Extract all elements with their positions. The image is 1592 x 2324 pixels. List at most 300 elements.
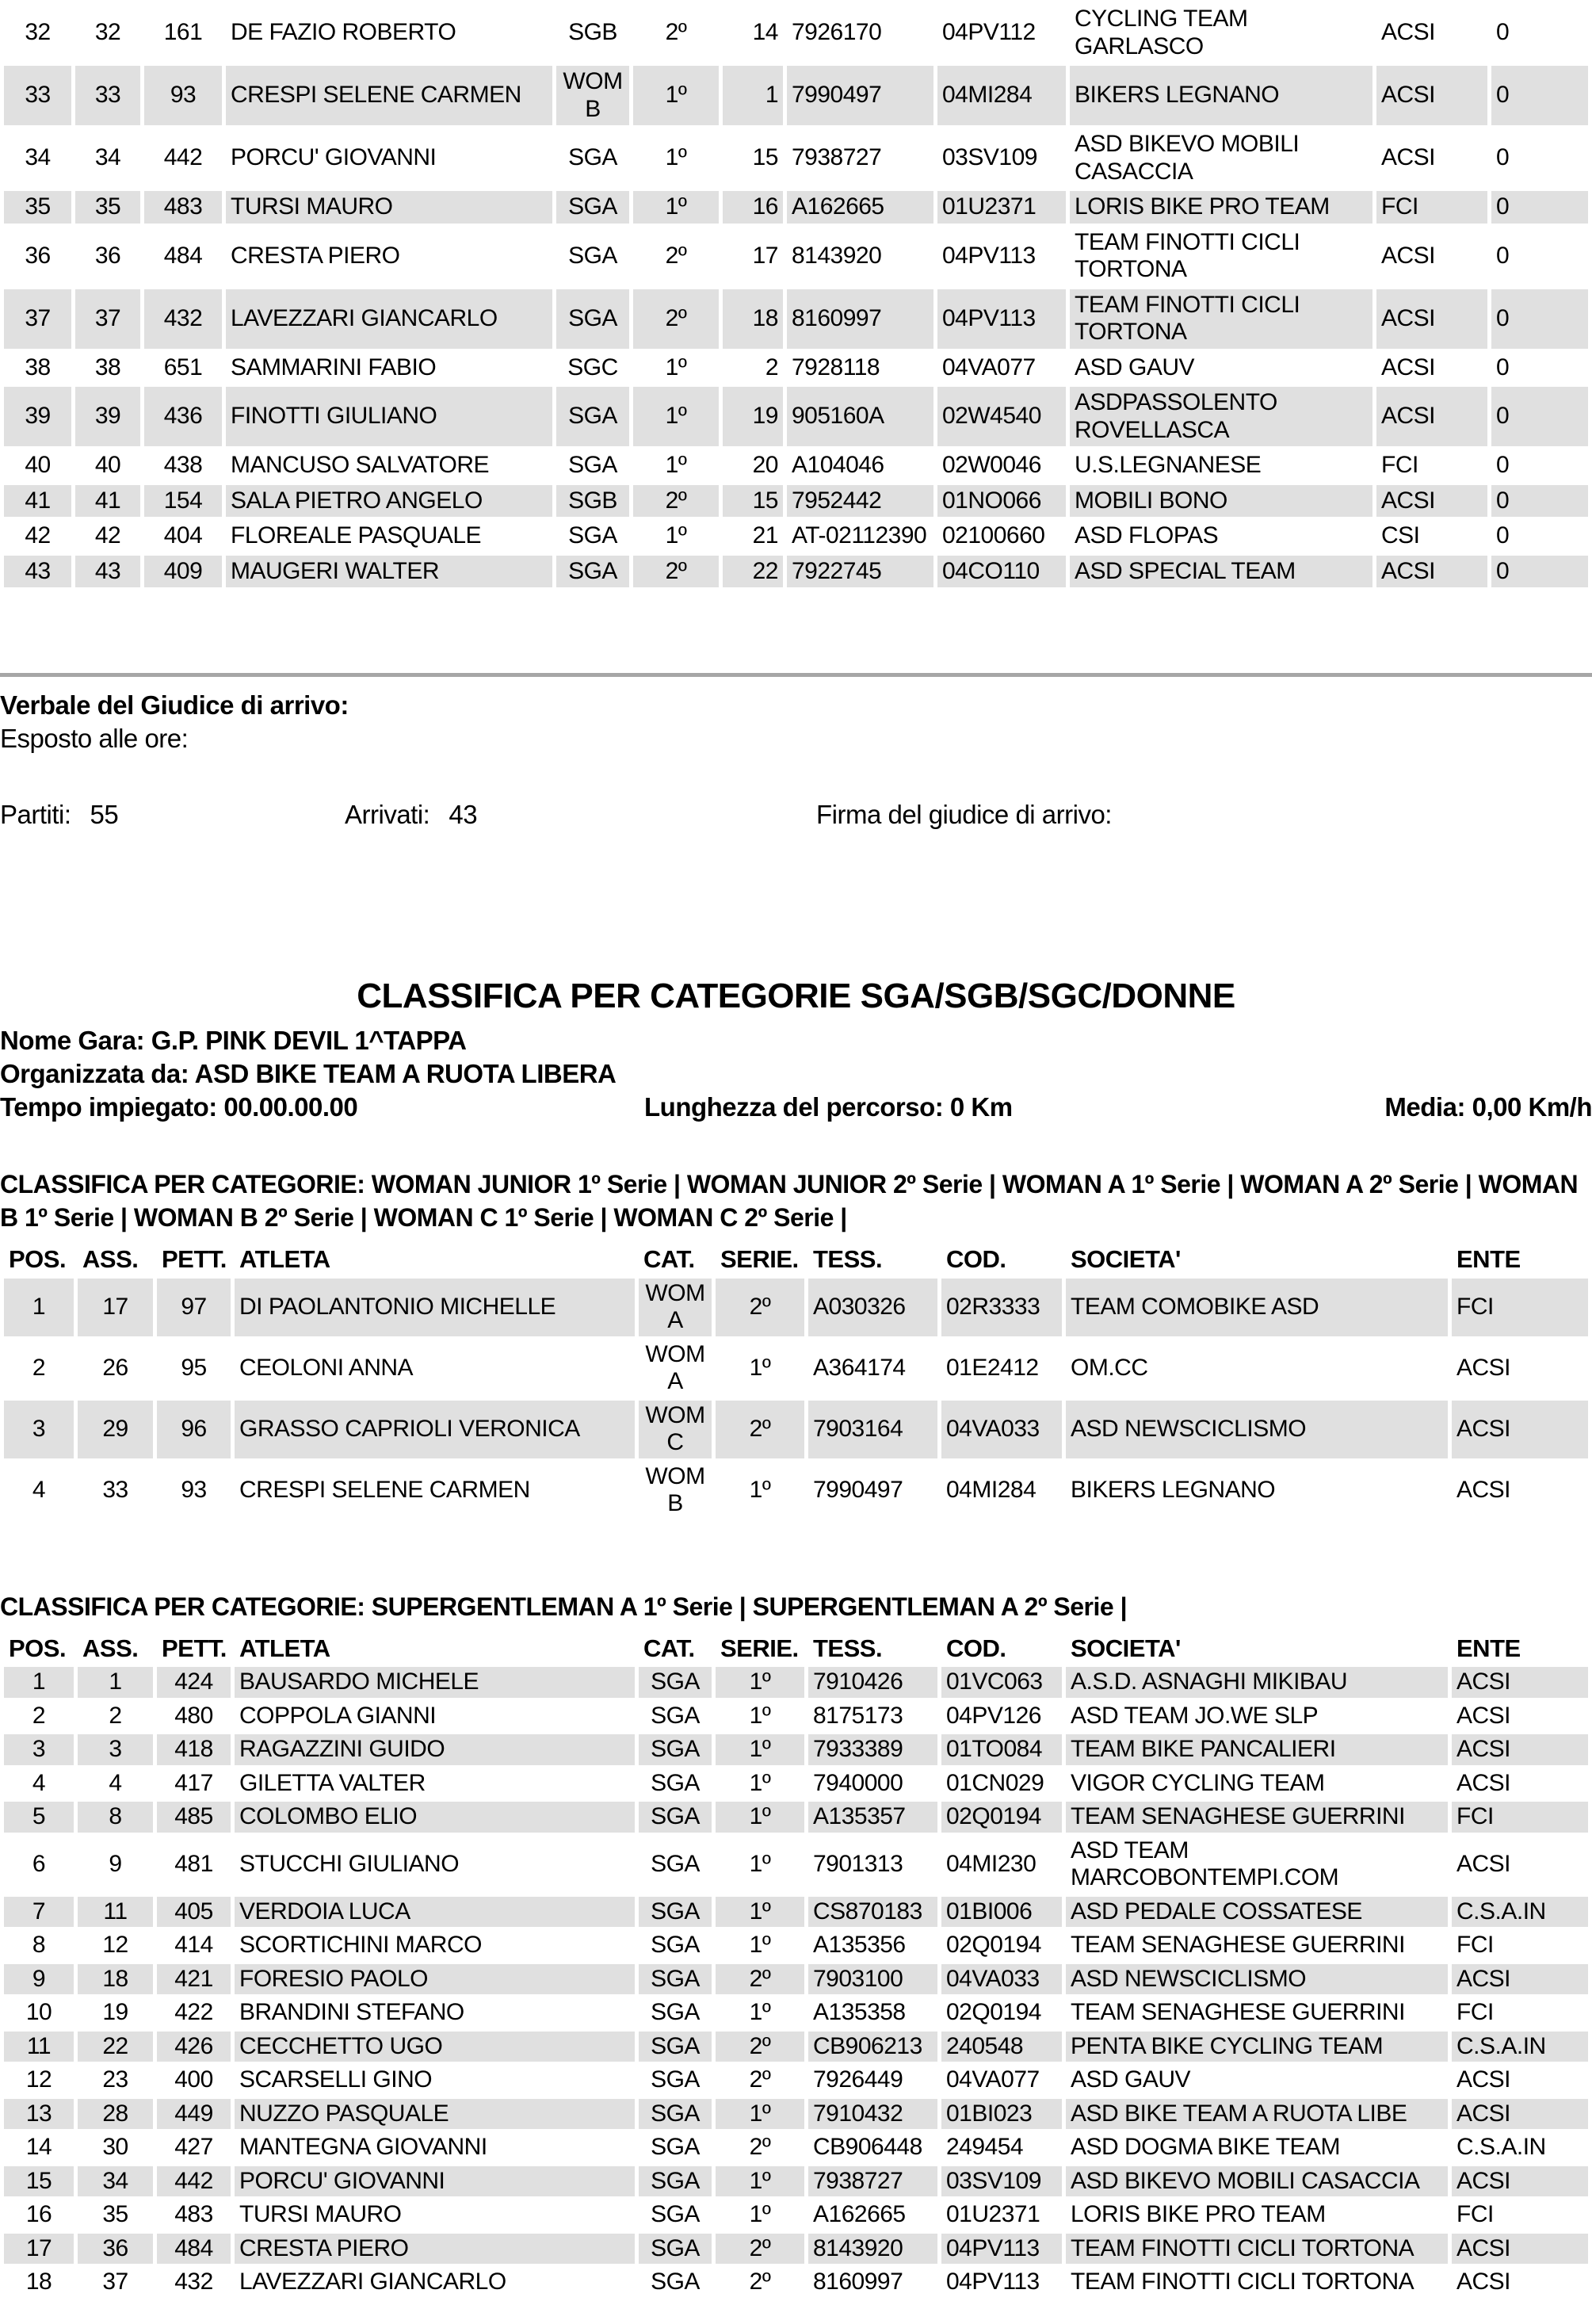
cell: 0 [1496,452,1510,478]
cell: 20 [752,452,778,478]
cell: 38 [25,354,51,380]
cell: 04PV112 [942,19,1036,46]
cell: 26 [102,1354,128,1381]
cell: 3 [4,1401,74,1458]
cell: 42 [25,522,51,549]
cell: 8160997 [813,2269,903,2295]
cell: 4 [109,1769,122,1796]
cell: BIKERS LEGNANO [1071,1476,1276,1503]
cell: 0 [1496,242,1510,269]
cell: ACSI [1452,1401,1588,1458]
cell: 8143920 [808,2234,937,2265]
cell: SGA [568,452,617,478]
cell: 7903164 [808,1401,937,1458]
cell: 1 [4,1279,74,1336]
cell: 02Q0194 [946,1932,1041,1959]
cell: ACSI [1376,556,1487,588]
cell: ASD GAUV [1075,354,1195,380]
cell: 41 [75,485,140,518]
cell: 18 [78,1964,153,1995]
cell: 37 [102,2269,128,2295]
column-header: SERIE. [720,1634,799,1662]
cell: 7928118 [792,354,880,380]
cell: COPPOLA GIANNI [239,1702,437,1729]
results-table-continued [0,0,1592,591]
cell: SGA [556,191,629,224]
cell: GRASSO CAPRIOLI VERONICA [235,1401,635,1458]
cell: 421 [157,1964,231,1995]
column-header: PETT. [162,1245,227,1273]
cell: 1º [749,1851,771,1878]
cell: 32 [25,19,51,46]
cell: 449 [157,2099,231,2130]
column-header: COD. [946,1634,1006,1662]
cell: 2º [749,2269,771,2295]
cell: 39 [75,387,140,446]
supergentleman-categories-line: CLASSIFICA PER CATEGORIE: SUPERGENTLEMAN A 1º Serie | SUPERGENTLEMAN A 2º Serie | [0,1592,1128,1621]
cell: A.S.D. ASNAGHI MIKIBAU [1066,1667,1448,1698]
table-row [4,2200,1588,2230]
cell: SGA [651,2201,700,2228]
cell: 442 [157,2166,231,2197]
cell: SGA [639,1667,712,1698]
table-row [4,3,1588,63]
cell: 04MI284 [946,1476,1037,1503]
table-row [4,1340,1588,1397]
judge-report-title: Verbale del Giudice di arrivo: [0,690,349,720]
cell: ASD DOGMA BIKE TEAM [1071,2134,1341,2161]
page-title: CLASSIFICA PER CATEGORIE SGA/SGB/SGC/DONNE [357,977,1235,1015]
cell: 1º [716,1802,804,1833]
cell: 12 [25,2066,52,2093]
woman-results-table [0,1240,1592,1523]
cell: 6 [32,1851,46,1878]
cell: SGA [639,2099,712,2130]
cell: TEAM COMOBIKE ASD [1066,1279,1448,1336]
cell: SCORTICHINI MARCO [239,1932,482,1959]
cell: 30 [102,2134,128,2161]
cell: ACSI [1456,1769,1511,1796]
cell: 1º [633,191,719,224]
cell: 28 [78,2099,153,2130]
table-row [4,2099,1588,2130]
cell: 2º [716,1964,804,1995]
cell: AT-02112390 [792,522,927,549]
cell: 01NO066 [937,485,1066,518]
cell: 484 [163,242,203,269]
cell: ASD FLOPAS [1075,522,1219,549]
cell: 04VA033 [941,1401,1062,1458]
cell: FLOREALE PASQUALE [231,522,482,549]
cell: 4 [32,1476,46,1503]
cell: 483 [174,2201,213,2228]
cell: SGA [568,144,617,171]
cell: 7 [4,1897,74,1928]
cell: 7990497 [787,66,933,125]
cell: 15 [4,2166,74,2197]
column-header: SERIE. [720,1245,799,1273]
cell: 04CO110 [937,556,1066,588]
cell: 02100660 [942,522,1045,549]
starters-group [0,800,118,829]
cell: TEAM SENAGHESE GUERRINI [1071,1932,1405,1959]
column-header: SOCIETA' [1071,1245,1181,1273]
cell: SGA [568,242,617,269]
cell: 2º [633,556,719,588]
cell: DE FAZIO ROBERTO [231,19,456,46]
supergentleman-results-table [0,1630,1592,2301]
column-header: CAT. [643,1245,695,1273]
cell: 32 [94,19,121,46]
cell: SGA [639,1734,712,1765]
cell: 424 [157,1667,231,1698]
cell: ASD TEAM JO.WE SLP [1071,1702,1319,1729]
cell: 10 [25,1999,52,2026]
cell: 1º [716,1667,804,1698]
cell: 442 [163,144,203,171]
woman-categories-line: CLASSIFICA PER CATEGORIE: WOMAN JUNIOR 1º Serie | WOMAN JUNIOR 2º Serie | WOMAN A 1º Serie | WOMAN A 2º Serie | WOMAN B 1º Serie | WOMAN B 2º Serie | WOMAN C 1º Serie | WOMAN C 2º Serie | [0,1170,1579,1232]
cell: 7938727 [792,144,882,171]
table-row [4,1802,1588,1833]
cell: SCARSELLI GINO [239,2066,433,2093]
cell: WOM B [645,1462,705,1517]
cell: 409 [144,556,222,588]
cell: SAMMARINI FABIO [231,354,437,380]
column-header: POS. [9,1634,67,1662]
cell: 15 [723,485,783,518]
cell: 01CN029 [946,1769,1044,1796]
table-row [4,1401,1588,1458]
cell: 36 [78,2234,153,2265]
cell: DI PAOLANTONIO MICHELLE [235,1279,635,1336]
cell: PORCU' GIOVANNI [235,2166,635,2197]
cell: TEAM FINOTTI CICLI TORTONA [1070,289,1372,349]
column-header: POS. [9,1245,67,1273]
cell: A162665 [813,2201,906,2228]
cell: CEOLONI ANNA [239,1354,414,1381]
cell: 04MI230 [946,1851,1037,1878]
cell: 7901313 [813,1851,903,1878]
cell: 17 [752,242,778,269]
cell: 7922745 [787,556,933,588]
cell: 7940000 [813,1769,903,1796]
cell: SGA [556,289,629,349]
cell: 2º [633,485,719,518]
cell: BIKERS LEGNANO [1070,66,1372,125]
cell: 37 [4,289,71,349]
cell: 485 [157,1802,231,1833]
cell: 8 [78,1802,153,1833]
cell: 1º [633,66,719,125]
cell: 43 [4,556,71,588]
cell: 7926449 [813,2066,903,2093]
cell: 0 [1496,144,1510,171]
cell: 405 [157,1897,231,1928]
cell: CSI [1381,522,1420,549]
cell: 1º [716,2166,804,2197]
cell: SGB [568,19,617,46]
cell: 7910426 [808,1667,937,1698]
column-header: ASS. [82,1634,139,1662]
cell: 93 [144,66,222,125]
cell: LAVEZZARI GIANCARLO [239,2269,506,2295]
cell: ACSI [1376,66,1487,125]
judge-signature-label: Firma del giudice di arrivo: [816,800,1112,829]
cell: 13 [4,2099,74,2130]
cell: 400 [174,2066,213,2093]
cell: LAVEZZARI GIANCARLO [226,289,552,349]
cell: SGA [556,387,629,446]
cell: 1º [665,144,687,171]
cell: 11 [4,2032,74,2062]
cell: ACSI [1376,485,1487,518]
cell: TEAM BIKE PANCALIERI [1066,1734,1448,1765]
table-row [4,2166,1588,2197]
cell: FCI [1376,191,1487,224]
cell: 2º [716,2032,804,2062]
cell: 1º [749,1769,771,1796]
column-header: PETT. [162,1634,227,1662]
cell: 16 [25,2201,52,2228]
cell: 438 [163,452,203,478]
cell: A364174 [813,1354,906,1381]
cell: 8 [32,1932,46,1959]
cell: TURSI MAURO [239,2201,402,2228]
table-row [4,2032,1588,2062]
cell: 0 [1491,289,1588,349]
cell: ACSI [1456,2269,1511,2295]
column-header: ASS. [82,1245,139,1273]
classification-header-section [0,974,1592,1124]
cell: 35 [102,2201,128,2228]
cell: ASD BIKE TEAM A RUOTA LIBE [1066,2099,1448,2130]
cell: 35 [75,191,140,224]
judge-report-section [0,690,1592,831]
cell: 2º [633,289,719,349]
cell: 18 [723,289,783,349]
cell: COLOMBO ELIO [235,1802,635,1833]
cell: 22 [78,2032,153,2062]
cell: WOM C [639,1401,712,1458]
header-row [4,1244,1588,1275]
cell: 03SV109 [942,144,1037,171]
cell: 1º [716,1897,804,1928]
cell: A135358 [813,1999,906,2026]
column-header: CAT. [643,1634,695,1662]
cell: NUZZO PASQUALE [235,2099,635,2130]
cell: 1º [665,452,687,478]
cell: ACSI [1381,242,1436,269]
cell: WOM B [556,66,629,125]
cell: CS870183 [808,1897,937,1928]
cell: RAGAZZINI GUIDO [235,1734,635,1765]
table-row [4,556,1588,588]
cell: 02W0046 [942,452,1041,478]
cell: 154 [144,485,222,518]
cell: 414 [174,1932,213,1959]
cell: CRESTA PIERO [231,242,400,269]
cell: 17 [4,2234,74,2265]
cell: A030326 [808,1279,937,1336]
cell: A104046 [792,452,884,478]
cell: 2 [32,1702,46,1729]
cell: SGA [639,2166,712,2197]
cell: 19 [102,1999,128,2026]
cell: BAUSARDO MICHELE [235,1667,635,1698]
cell: ACSI [1456,1851,1511,1878]
cell: 8143920 [792,242,882,269]
table-row [4,1836,1588,1894]
cell: SALA PIETRO ANGELO [226,485,552,518]
average-speed-label: Media: 0,00 Km/h [1384,1092,1592,1122]
cell: ACSI [1452,2166,1588,2197]
cell: 96 [157,1401,231,1458]
cell: VERDOIA LUCA [235,1897,635,1928]
cell: 42 [94,522,121,549]
cell: 01BI023 [941,2099,1062,2130]
cell: 7990497 [813,1476,903,1503]
cell: FCI [1452,1279,1588,1336]
cell: 484 [157,2234,231,2265]
cell: ACSI [1452,1734,1588,1765]
section-divider [0,673,1592,677]
cell: SGA [651,2066,700,2093]
cell: ASD NEWSCICLISMO [1066,1401,1448,1458]
cell: TEAM FINOTTI CICLI TORTONA [1066,2234,1448,2265]
cell: C.S.A.IN [1456,2134,1546,2161]
column-header: ATLETA [239,1634,330,1662]
cell: 480 [174,1702,213,1729]
starters-label: Partiti: [0,800,71,829]
cell: 01U2371 [937,191,1066,224]
cell: 04PV126 [946,1702,1041,1729]
cell: 21 [752,522,778,549]
cell: 432 [174,2269,213,2295]
cell: 1 [723,66,783,125]
cell: 02Q0194 [941,1802,1062,1833]
cell: ASD BIKEVO MOBILI CASACCIA [1066,2166,1448,2197]
cell: 19 [723,387,783,446]
cell: 36 [94,242,121,269]
cell: 04VA077 [946,2066,1040,2093]
cell: 34 [78,2166,153,2197]
cell: TEAM FINOTTI CICLI TORTONA [1071,2269,1414,2295]
cell: MANCUSO SALVATORE [231,452,490,478]
column-header: TESS. [813,1634,883,1662]
table-row [4,2234,1588,2265]
table-row [4,1667,1588,1698]
cell: FCI [1452,1802,1588,1833]
cell: 38 [94,354,121,380]
cell: 03SV109 [941,2166,1062,2197]
cell: 1º [665,354,687,380]
cell: SGA [639,1802,712,1833]
cell: 01VC063 [941,1667,1062,1698]
cell: LORIS BIKE PRO TEAM [1071,2201,1326,2228]
column-header: ATLETA [239,1245,330,1273]
cell: 4 [32,1769,46,1796]
cell: 16 [723,191,783,224]
cell: VIGOR CYCLING TEAM [1071,1769,1325,1796]
cell: SGA [651,1851,700,1878]
cell: MANTEGNA GIOVANNI [239,2134,487,2161]
cell: 01TO084 [941,1734,1062,1765]
cell: SGA [639,1897,712,1928]
cell: 18 [25,2269,52,2295]
cell: ACSI [1381,144,1436,171]
cell: CB906448 [813,2134,922,2161]
cell: 33 [102,1476,128,1503]
cell: ACSI [1452,1964,1588,1995]
cell: 04VA077 [942,354,1036,380]
cell: CRESTA PIERO [235,2234,635,2265]
cell: SGA [639,1964,712,1995]
cell: 2º [665,19,687,46]
cell: 418 [157,1734,231,1765]
elapsed-time-label: Tempo impiegato: 00.00.00.00 [0,1092,358,1122]
cell: FCI [1456,2201,1494,2228]
cell: SGC [567,354,618,380]
column-header: TESS. [813,1245,883,1273]
cell: ACSI [1381,19,1436,46]
starters-finishers-row [0,798,1592,831]
cell: 04MI284 [937,66,1066,125]
cell: MOBILI BONO [1070,485,1372,518]
cell: CYCLING TEAM GARLASCO [1075,6,1248,59]
starters-value: 55 [90,800,119,829]
cell: 93 [181,1476,207,1503]
cell: PENTA BIKE CYCLING TEAM [1066,2032,1448,2062]
cell: TEAM FINOTTI CICLI TORTONA [1075,228,1300,282]
cell: 436 [144,387,222,446]
cell: LORIS BIKE PRO TEAM [1070,191,1372,224]
cell: 02W4540 [937,387,1066,446]
cell: 2º [716,2234,804,2265]
cell: CRESPI SELENE CARMEN [239,1476,530,1503]
cell: SGA [651,1769,700,1796]
organizer-line: Organizzata da: ASD BIKE TEAM A RUOTA LIBERA [0,1059,617,1088]
cell: MAUGERI WALTER [226,556,552,588]
cell: A135356 [813,1932,906,1959]
cell: 9 [4,1964,74,1995]
cell: OM.CC [1071,1354,1148,1381]
cell: TEAM SENAGHESE GUERRINI [1066,1802,1448,1833]
cell: 1º [716,2099,804,2130]
cell: TEAM SENAGHESE GUERRINI [1071,1999,1405,2026]
table-row [4,1768,1588,1799]
column-header: COD. [946,1245,1006,1273]
posted-at-label: Esposto alle ore: [0,724,189,753]
cell: 249454 [946,2134,1024,2161]
cell: 2º [716,1401,804,1458]
cell: 905160A [787,387,933,446]
table-row [4,2065,1588,2096]
cell: 161 [163,19,203,46]
cell: 01E2412 [946,1354,1039,1381]
cell: 7926170 [792,19,882,46]
cell: U.S.LEGNANESE [1075,452,1262,478]
cell: 1 [78,1667,153,1698]
cell: 34 [94,144,121,171]
cell: SGA [651,1702,700,1729]
cell: 2º [665,242,687,269]
table-row [4,1930,1588,1961]
cell: SGA [651,2269,700,2295]
cell: ACSI [1456,1702,1511,1729]
cell: FINOTTI GIULIANO [226,387,552,446]
table-row [4,520,1588,552]
cell: 35 [4,191,71,224]
